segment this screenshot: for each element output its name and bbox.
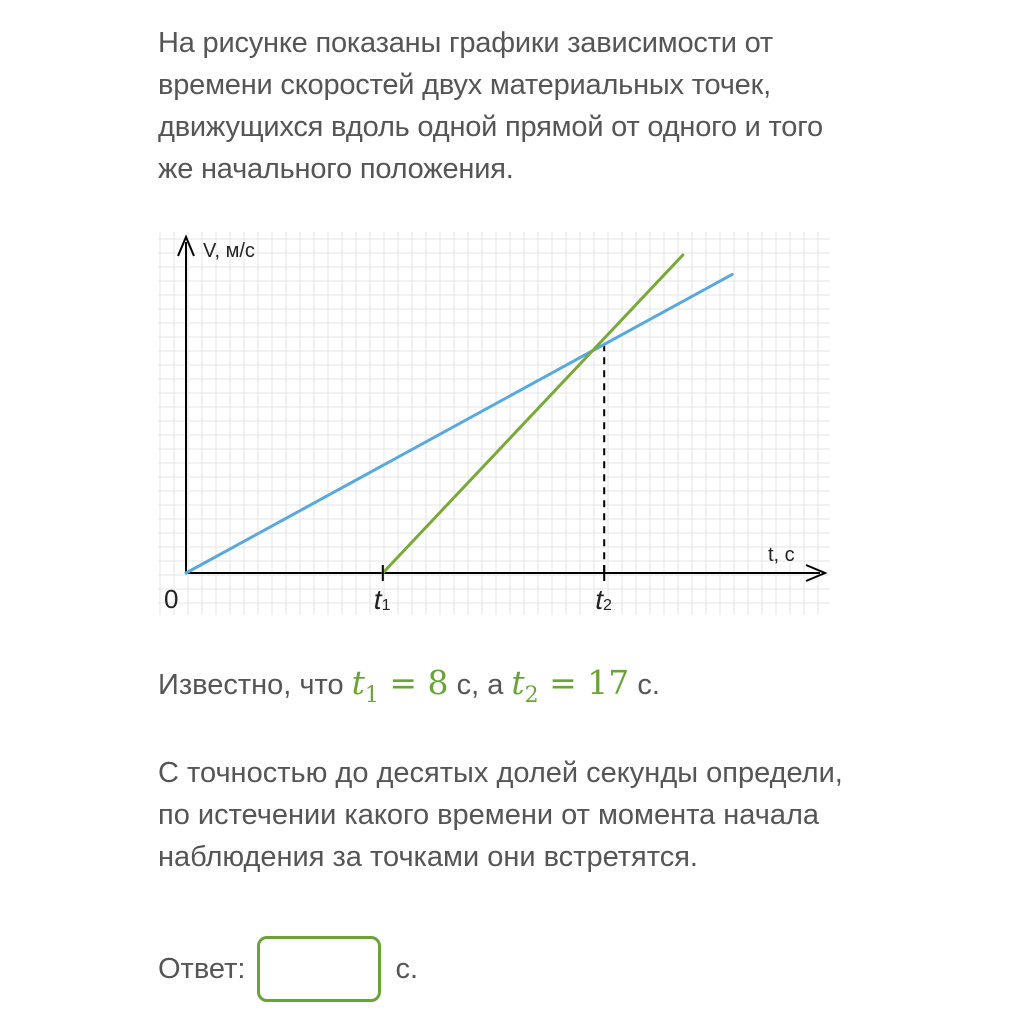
problem-intro-text: На рисунке показаны графики зависимости от времени скоростей двух материальных точек, движущихся вдоль одной прямой от одного и того же начального положения. (158, 27, 823, 185)
answer-row (158, 936, 418, 1002)
t2-sub: 2 (524, 683, 539, 708)
known-values-text (158, 658, 660, 710)
y-axis-arrow (178, 237, 194, 256)
series-line-blue (186, 274, 732, 573)
known-suffix: с. (629, 669, 660, 701)
x-tick-label-t2: t2 (595, 584, 612, 615)
question-text: С точностью до десятых долей секунды определи, по истечении какого времени от момента начала наблюдения за точками они встретятся. (158, 757, 843, 873)
origin-label: 0 (164, 584, 179, 614)
t1-var: t (351, 663, 365, 702)
t2-var: t (511, 663, 525, 702)
known-prefix: Известно, что (158, 669, 352, 701)
series-line-green (383, 255, 683, 573)
answer-input[interactable] (257, 936, 381, 1002)
x-tick-label-t1: t1 (373, 584, 391, 615)
x-axis-label: t, с (768, 544, 795, 566)
chart-axes (164, 237, 825, 614)
answer-label: Ответ: (158, 952, 246, 985)
chart-grid (158, 232, 830, 615)
y-axis-label: V, м/с (203, 240, 255, 262)
t2-expression (511, 663, 630, 708)
x-axis-arrow (806, 565, 825, 581)
chart-series (186, 255, 732, 573)
known-mid: с, а (448, 669, 512, 701)
t1-value: = 8 (378, 663, 449, 702)
t1-sub: 1 (364, 683, 379, 708)
answer-unit: с. (395, 952, 418, 985)
chart-ticks (374, 565, 612, 615)
t1-expression (351, 663, 449, 708)
t2-value: = 17 (538, 663, 630, 702)
